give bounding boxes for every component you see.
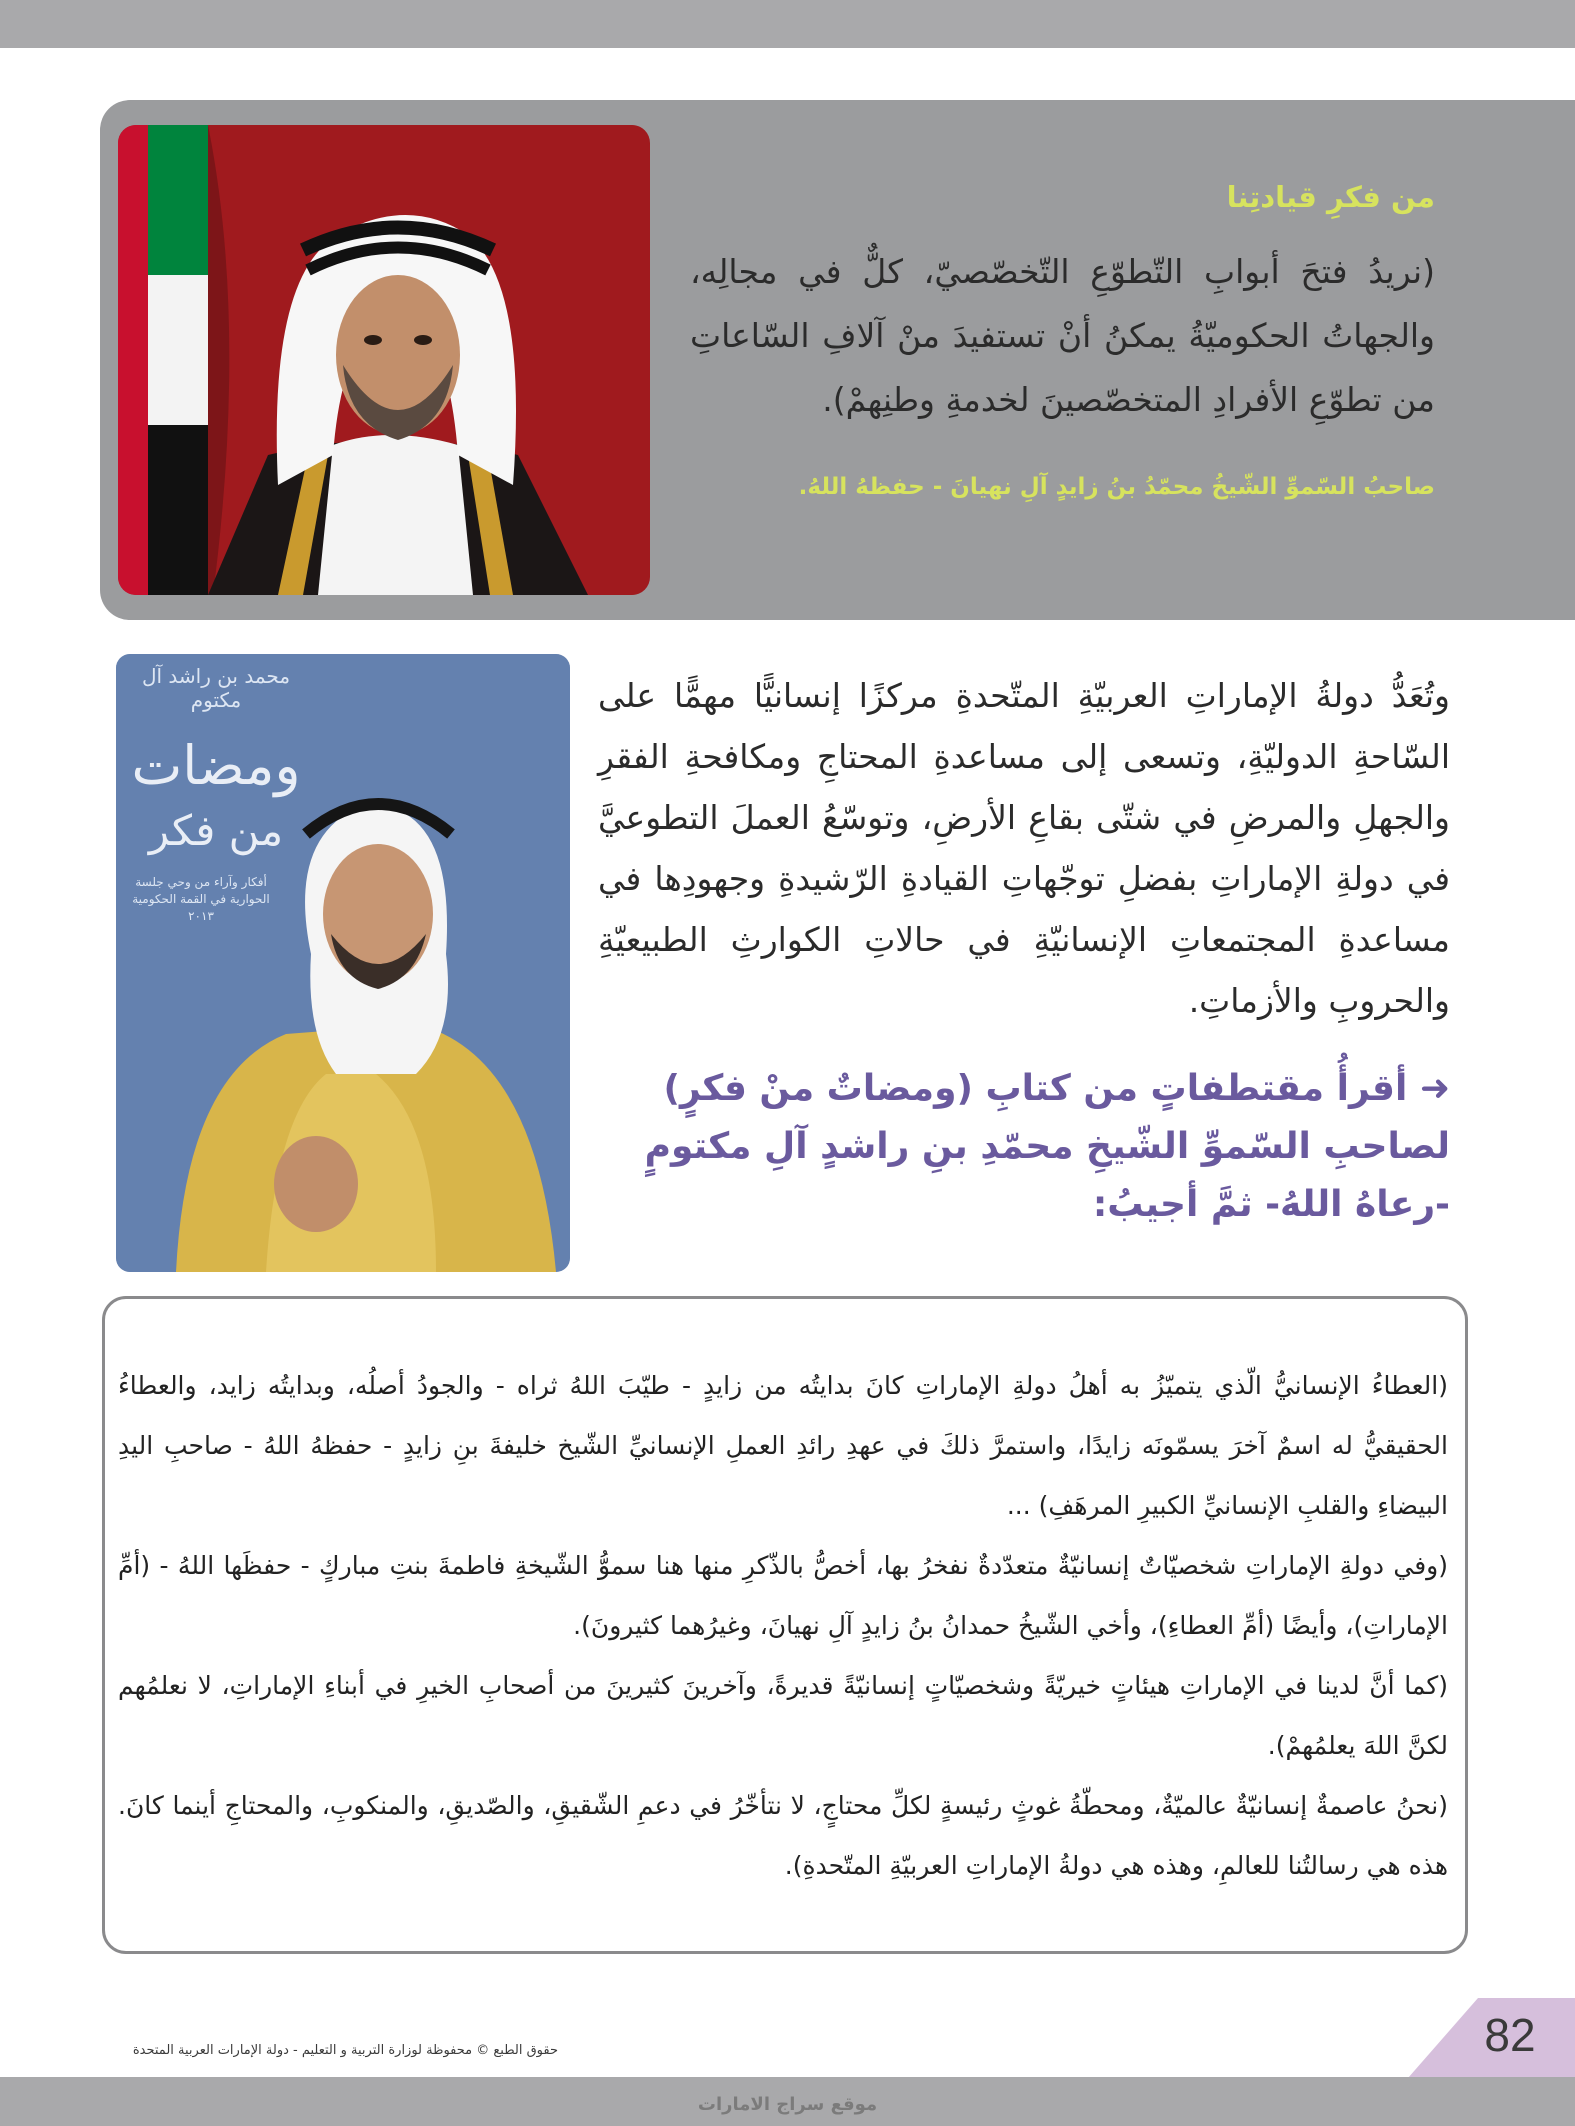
book-subtitle: أفكار وآراء من وحي جلسة الحوارية في القمة الحكومية ٢٠١٣ xyxy=(132,875,270,923)
site-watermark: موقع سراج الامارات xyxy=(697,2094,878,2115)
arrow-icon: ➜ xyxy=(1419,1068,1450,1109)
book-title-line1: ومضات xyxy=(131,734,301,797)
instruction-text: أقرأُ مقتطفاتٍ من كتابِ (ومضاتٌ منْ فكرٍ) لصاحبِ السّموِّ الشّيخِ محمّدِ بنِ راشدٍ آلِ مكتومٍ -رعاهُ اللهُ- ثمَّ أجيبُ: xyxy=(644,1068,1450,1225)
quote-attribution: صاحبُ السّموِّ الشّيخُ محمّدُ بنُ زايدٍ آلِ نهيانَ - حفظهُ اللهُ. xyxy=(798,474,1435,500)
section-heading: من فكرِ قيادتِنا xyxy=(1226,180,1435,214)
leader-quote-block xyxy=(690,180,1435,500)
leader-quote: (نريدُ فتحَ أبوابِ التّطوّعِ التّخصّصيّ، كلٌّ في مجالِه، والجهاتُ الحكوميّةُ يمكنُ أنْ تستفيدَ منْ آلافِ السّاعاتِ من تطوّعِ الأفرادِ المتخصّصينَ لخدمةِ وطنِهمْ). xyxy=(690,252,1435,419)
book-author: محمد بن راشد آل مكتوم xyxy=(141,664,291,712)
excerpt-text xyxy=(118,1356,1448,1896)
page-number: 82 xyxy=(1484,2009,1536,2061)
copyright-notice: حقوق الطبع © محفوظة لوزارة التربية و التعليم - دولة الإمارات العربية المتحدة xyxy=(132,2043,558,2058)
activity-instruction xyxy=(598,1060,1450,1234)
book-cover-image xyxy=(116,654,570,1272)
leader-portrait xyxy=(118,125,650,595)
excerpt-paragraph: (كما أنَّ لدينا في الإماراتِ هيئاتٍ خيريّةً وشخصيّاتٍ إنسانيّةً قديرةً، وآخرينَ كثيرينَ من أصحابِ الخيرِ في أبناءِ الإماراتِ، لا نعلمُهم لكنَّ اللهَ يعلمُهمْ). xyxy=(118,1671,1448,1760)
excerpt-paragraph: (وفي دولةِ الإماراتِ شخصيّاتٌ إنسانيّةٌ متعدّدةٌ نفخرُ بها، أخصُّ بالذّكرِ منها هنا سموُّ الشّيخةِ فاطمةَ بنتِ مباركٍ - حفظَها اللهُ - (أمِّ الإماراتِ)، وأيضًا (أمِّ العطاءِ)، وأخي الشّيخُ حمدانُ بنُ زايدٍ آلِ نهيانَ، وغيرُهما كثيرونَ). xyxy=(118,1551,1448,1640)
excerpt-paragraph: (نحنُ عاصمةٌ إنسانيّةٌ عالميّةٌ، ومحطّةُ غوثٍ رئيسةٍ لكلِّ محتاجٍ، لا نتأخّرُ في دعمِ الشّقيقِ، والصّديقِ، والمنكوبِ، والمحتاجِ أينما كانَ. هذه هي رسالتُنا للعالمِ، وهذه هي دولةُ الإماراتِ العربيّةِ المتّحدةِ). xyxy=(118,1791,1448,1880)
body-paragraph: وتُعَدُّ دولةُ الإماراتِ العربيّةِ المتّحدةِ مركزًا إنسانيًّا مهمًّا على السّاحةِ الدوليّةِ، وتسعى إلى مساعدةِ المحتاجِ ومكافحةِ الفقرِ والجهلِ والمرضِ في شتّى بقاعِ الأرضِ، وتوسّعُ العملَ التطوعيَّ في دولةِ الإماراتِ بفضلِ توجّهاتِ القيادةِ الرّشيدةِ وجهودِها في مساعدةِ المجتمعاتِ الإنسانيّةِ في حالاتِ الكوارثِ الطبيعيّةِ والحروبِ والأزماتِ. xyxy=(598,676,1450,1020)
excerpt-paragraph: (العطاءُ الإنسانيُّ الّذي يتميّزُ به أهلُ دولةِ الإماراتِ كانَ بدايتُه من زايدٍ - طيّبَ اللهُ ثراه - والجودُ أصلُه، وبدايتُه زايد، والعطاءُ الحقيقيُّ له اسمٌ آخرَ يسمّونَه زايدًا، واستمرَّ ذلكَ في عهدِ رائدِ العملِ الإنسانيِّ الشّيخ خليفةَ بنِ زايدٍ - حفظهُ اللهُ - صاحبِ اليدِ البيضاءِ والقلبِ الإنسانيِّ الكبيرِ المرهَفِ) ... xyxy=(118,1371,1448,1520)
book-title-line2: من فكر xyxy=(148,806,284,855)
top-band xyxy=(0,0,1575,48)
